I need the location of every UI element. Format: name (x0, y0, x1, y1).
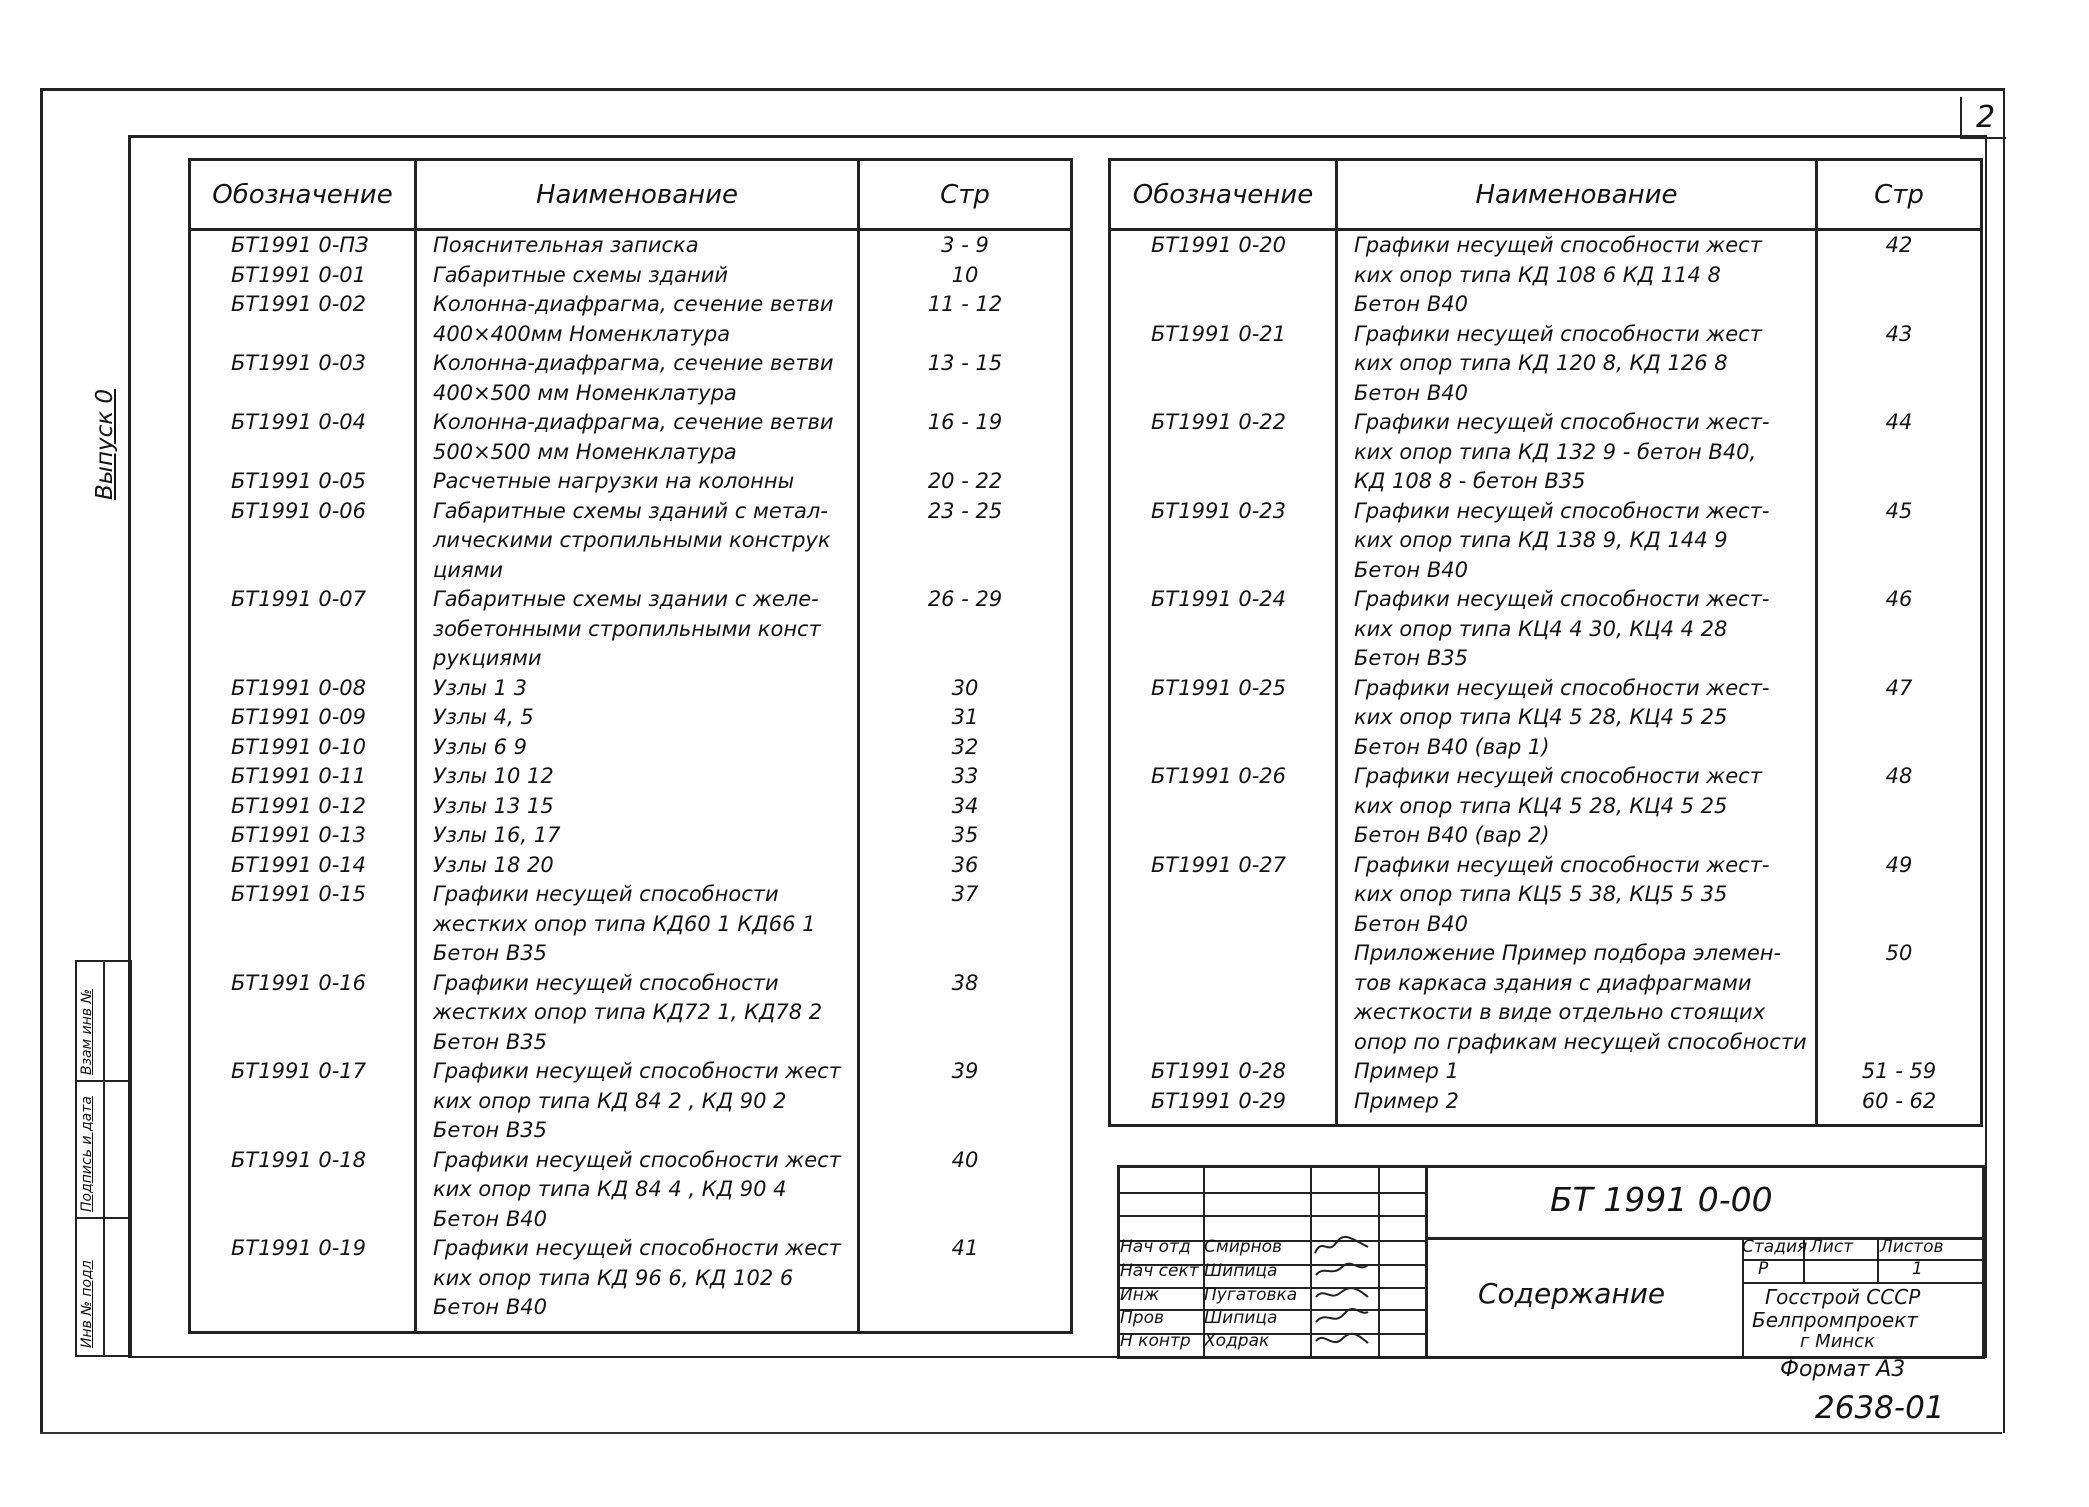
row-name-line: Расчетные нагрузки на колонны (433, 469, 795, 493)
row-page: 39 (859, 1057, 1072, 1146)
table-row (190, 1146, 1072, 1235)
row-name-line: Колонна-диафрагма, сечение ветви (433, 351, 834, 375)
row-page: 36 (859, 851, 1072, 881)
row-code: БТ1991 0-01 (190, 261, 416, 291)
row-name (416, 703, 859, 733)
table-row (190, 969, 1072, 1058)
row-name (416, 1146, 859, 1235)
row-name (416, 969, 859, 1058)
row-code: БТ1991 0-13 (190, 821, 416, 851)
row-code: БТ1991 0-21 (1110, 320, 1337, 409)
row-name-line: Узлы 4, 5 (433, 705, 534, 729)
row-code: БТ1991 0-09 (190, 703, 416, 733)
side-label-inv: Инв № подл (79, 1260, 95, 1348)
table-row (1110, 497, 1982, 586)
row-name (1337, 320, 1817, 409)
row-name-line: тов каркаса здания с диафрагмами (1354, 970, 1752, 995)
row-name-line: Графики несущей способности (433, 970, 779, 995)
table-row (1110, 1057, 1982, 1087)
outer-frame-bottom (40, 1432, 2002, 1434)
table-row (1110, 320, 1982, 409)
row-name-line: Графики несущей способности жест- (1354, 587, 1770, 611)
name-n-kontr: Ходрак (1204, 1331, 1270, 1351)
row-name (416, 230, 859, 261)
inventory-number: 2638-01 (1815, 1390, 1945, 1426)
table-row (190, 408, 1072, 467)
row-name (416, 585, 859, 674)
row-name (1337, 230, 1817, 320)
row-name-line: Габаритные схемы зданий с метал- (433, 498, 828, 523)
table-end (1110, 1116, 1982, 1126)
row-page: 34 (859, 792, 1072, 822)
row-name-line: Пример 1 (1354, 1059, 1459, 1083)
row-code: БТ1991 0-17 (190, 1057, 416, 1146)
row-name-line: Графики несущей способности жест- (1354, 410, 1770, 434)
signature-4 (1312, 1306, 1372, 1328)
row-name-line: Графики несущей способности жест (1354, 321, 1762, 346)
row-name (416, 467, 859, 497)
row-name-line: циями (433, 557, 504, 582)
row-name-line: Бетон В40 (вар 1) (1354, 734, 1550, 759)
vypusk-label: Выпуск 0 (92, 388, 118, 500)
row-name-line: Графики несущей способности жест (433, 1059, 841, 1083)
table-row (190, 467, 1072, 497)
row-name-line: ких опор типа КЦ4 5 28, КЦ4 5 25 (1354, 793, 1728, 818)
row-page: 48 (1817, 762, 1982, 851)
row-name-line: жесткости в виде отдельно стоящих (1354, 1000, 1766, 1024)
row-name-line: рукциями (433, 646, 542, 670)
row-page: 3 - 9 (859, 230, 1072, 261)
table-row (190, 497, 1072, 586)
table-row (190, 851, 1072, 881)
row-name-line: Колонна-диафрагма, сечение ветви (433, 292, 834, 316)
table-row (1110, 851, 1982, 940)
row-name-line: опор по графикам несущей способности (1354, 1029, 1807, 1054)
row-page: 38 (859, 969, 1072, 1058)
table-row (190, 261, 1072, 291)
row-name (416, 821, 859, 851)
row-name (1337, 497, 1817, 586)
role-nach-otd: Нач отд (1120, 1237, 1191, 1257)
row-name (1337, 1057, 1817, 1087)
row-name-line: зобетонными стропильными конст (433, 616, 821, 641)
row-code: БТ1991 0-23 (1110, 497, 1337, 586)
row-name-line: ких опор типа КЦ5 5 38, КЦ5 5 35 (1354, 882, 1728, 906)
row-name-line: Бетон В40 (1354, 911, 1468, 936)
row-code: БТ1991 0-20 (1110, 230, 1337, 320)
header-page: Стр (859, 160, 1072, 230)
row-name-line: ких опор типа КД 84 4 , КД 90 4 (433, 1177, 787, 1201)
row-page: 10 (859, 261, 1072, 291)
row-name-line: Узлы 18 20 (433, 852, 554, 877)
table-row (190, 821, 1072, 851)
row-code: БТ1991 0-16 (190, 969, 416, 1058)
row-code: БТ1991 0-07 (190, 585, 416, 674)
role-prov: Пров (1120, 1308, 1164, 1328)
row-code: БТ1991 0-05 (190, 467, 416, 497)
row-code: БТ1991 0-29 (1110, 1087, 1337, 1117)
row-name-line: Пример 2 (1354, 1088, 1459, 1113)
sheet-header: Лист (1810, 1237, 1854, 1257)
row-name-line: Графики несущей способности (433, 882, 779, 906)
table-row (190, 585, 1072, 674)
signature-2 (1312, 1259, 1372, 1281)
table-row (190, 230, 1072, 261)
row-name-line: жестких опор типа КД60 1 КД66 1 (433, 911, 816, 936)
row-page: 44 (1817, 408, 1982, 497)
side-label-vzam: Взам инв № (79, 988, 95, 1075)
table-row (190, 703, 1072, 733)
row-name (416, 880, 859, 969)
row-name (416, 1057, 859, 1146)
org-line-2: Белпромпроект (1752, 1308, 1918, 1332)
table-row (190, 290, 1072, 349)
org-line-3: г Минск (1800, 1331, 1875, 1352)
row-name-line: Бетон В40 (1354, 380, 1468, 405)
table-row (190, 792, 1072, 822)
sheets-value: 1 (1912, 1259, 1923, 1279)
row-page: 31 (859, 703, 1072, 733)
org-line-1: Госстрой СССР (1765, 1285, 1921, 1309)
row-name-line: Узлы 16, 17 (433, 823, 561, 847)
row-code: БТ1991 0-03 (190, 349, 416, 408)
row-code: БТ1991 0-18 (190, 1146, 416, 1235)
name-nach-sekt: Шипица (1204, 1261, 1278, 1281)
signature-3 (1312, 1283, 1372, 1305)
row-name-line: Бетон В40 (433, 1206, 547, 1231)
document-code: БТ 1991 0-00 (1550, 1180, 1773, 1219)
row-code: БТ1991 0-10 (190, 733, 416, 763)
row-name (1337, 851, 1817, 940)
table-row (1110, 762, 1982, 851)
row-name-line: Бетон В40 (1354, 292, 1468, 316)
table-row (190, 674, 1072, 704)
table-row (1110, 585, 1982, 674)
table-end (190, 1323, 1072, 1333)
table-row (1110, 674, 1982, 763)
row-name-line: ких опор типа КД 96 6, КД 102 6 (433, 1265, 794, 1290)
name-nach-otd: Смирнов (1204, 1237, 1283, 1257)
row-code: БТ1991 0-19 (190, 1234, 416, 1323)
row-name-line: Графики несущей способности жест (1354, 764, 1762, 788)
row-page: 11 - 12 (859, 290, 1072, 349)
row-name (1337, 674, 1817, 763)
row-page: 60 - 62 (1817, 1087, 1982, 1117)
row-page: 35 (859, 821, 1072, 851)
row-name-line: Бетон В35 (1354, 646, 1468, 670)
table-row (190, 762, 1072, 792)
row-code (1110, 939, 1337, 1057)
name-inzh: Пугатовка (1204, 1285, 1298, 1305)
row-page: 20 - 22 (859, 467, 1072, 497)
role-inzh: Инж (1120, 1285, 1160, 1305)
row-code: БТ1991 0-22 (1110, 408, 1337, 497)
row-page: 26 - 29 (859, 585, 1072, 674)
table-row (1110, 230, 1982, 320)
row-page: 50 (1817, 939, 1982, 1057)
row-code: БТ1991 0-28 (1110, 1057, 1337, 1087)
row-name (416, 792, 859, 822)
row-name (1337, 408, 1817, 497)
row-name-line: Приложение Пример подбора элемен- (1354, 941, 1782, 965)
row-name (1337, 585, 1817, 674)
row-name-line: ких опор типа КД 132 9 - бетон В40, (1354, 439, 1757, 464)
row-name (416, 733, 859, 763)
role-nach-sekt: Нач сект (1120, 1261, 1199, 1281)
row-name-line: Графики несущей способности жест (433, 1236, 841, 1260)
row-page: 51 - 59 (1817, 1057, 1982, 1087)
row-page: 16 - 19 (859, 408, 1072, 467)
table-row (190, 1057, 1072, 1146)
page-number: 2 (1976, 100, 1996, 135)
row-name-line: Графики несущей способности жест- (1354, 852, 1770, 877)
row-name-line: Графики несущей способности жест- (1354, 675, 1770, 700)
row-name-line: ких опор типа КЦ4 5 28, КЦ4 5 25 (1354, 705, 1728, 729)
table-row (1110, 408, 1982, 497)
signature-1 (1312, 1235, 1372, 1257)
row-name-line: Бетон В40 (вар 2) (1354, 823, 1550, 847)
row-name-line: Графики несущей способности жест- (1354, 498, 1770, 523)
table-row (1110, 939, 1982, 1057)
row-code: БТ1991 0-04 (190, 408, 416, 467)
row-page: 45 (1817, 497, 1982, 586)
header-name: Наименование (1337, 160, 1817, 230)
stage-value: Р (1758, 1259, 1769, 1279)
row-page: 47 (1817, 674, 1982, 763)
row-name (1337, 762, 1817, 851)
row-code: БТ1991 0-08 (190, 674, 416, 704)
header-page: Стр (1817, 160, 1982, 230)
row-page: 13 - 15 (859, 349, 1072, 408)
row-page: 46 (1817, 585, 1982, 674)
row-code: БТ1991 0-11 (190, 762, 416, 792)
document-name: Содержание (1478, 1277, 1666, 1310)
row-page: 49 (1817, 851, 1982, 940)
row-name-line: ких опор типа КЦ4 4 30, КЦ4 4 28 (1354, 616, 1728, 641)
row-code: БТ1991 0-02 (190, 290, 416, 349)
row-name-line: ких опор типа КД 138 9, КД 144 9 (1354, 528, 1728, 552)
row-name-line: Узлы 6 9 (433, 734, 528, 759)
stage-header: Стадия (1742, 1237, 1808, 1257)
row-name-line: 400×500 мм Номенклатура (433, 380, 737, 405)
row-name-line: Габаритные схемы зданий (433, 262, 729, 287)
row-name-line: лическими стропильными конструк (433, 528, 831, 552)
row-code: БТ1991 0-12 (190, 792, 416, 822)
row-code: БТ1991 0-14 (190, 851, 416, 881)
row-name-line: Бетон В40 (433, 1295, 547, 1319)
row-name-line: ких опор типа КД 108 6 КД 114 8 (1354, 262, 1721, 287)
row-code: БТ1991 0-25 (1110, 674, 1337, 763)
row-name-line: 500×500 мм Номенклатура (433, 439, 737, 464)
row-name-line: Графики несущей способности жест (433, 1147, 841, 1172)
row-name-line: Габаритные схемы здании с желе- (433, 587, 819, 611)
row-name (1337, 939, 1817, 1057)
table-row (190, 733, 1072, 763)
row-code: БТ1991 0-27 (1110, 851, 1337, 940)
table-row (190, 349, 1072, 408)
row-code: БТ1991 0-15 (190, 880, 416, 969)
row-name-line: Бетон В40 (1354, 557, 1468, 582)
row-name-line: Бетон В35 (433, 1029, 547, 1054)
header-code: Обозначение (190, 160, 416, 230)
row-name (416, 674, 859, 704)
row-code: БТ1991 0-06 (190, 497, 416, 586)
row-page: 43 (1817, 320, 1982, 409)
role-n-kontr: Н контр (1120, 1331, 1191, 1351)
row-name (416, 851, 859, 881)
row-name-line: Бетон В35 (433, 941, 547, 965)
right-table-body (1110, 230, 1982, 1126)
header-name: Наименование (416, 160, 859, 230)
row-name-line: Узлы 13 15 (433, 793, 554, 818)
row-name (416, 497, 859, 586)
row-page: 41 (859, 1234, 1072, 1323)
name-prov: Шипица (1204, 1308, 1278, 1328)
signature-5 (1312, 1329, 1372, 1351)
row-page: 37 (859, 880, 1072, 969)
row-name-line: Колонна-диафрагма, сечение ветви (433, 410, 834, 434)
row-name-line: Узлы 1 3 (433, 675, 528, 700)
row-name (416, 290, 859, 349)
contents-table-left (188, 158, 1073, 1334)
row-name (416, 762, 859, 792)
row-page: 30 (859, 674, 1072, 704)
row-name (1337, 1087, 1817, 1117)
row-name-line: Бетон В35 (433, 1118, 547, 1142)
row-name-line: Узлы 10 12 (433, 764, 554, 788)
row-name-line: Графики несущей способности жест (1354, 233, 1762, 257)
format-label: Формат А3 (1780, 1357, 1906, 1382)
row-name (416, 349, 859, 408)
row-page: 42 (1817, 230, 1982, 320)
side-label-podpis: Подпись и дата (79, 1096, 95, 1212)
row-code: БТ1991 0-24 (1110, 585, 1337, 674)
row-name (416, 408, 859, 467)
row-page: 33 (859, 762, 1072, 792)
row-page: 40 (859, 1146, 1072, 1235)
row-code: БТ1991 0-26 (1110, 762, 1337, 851)
row-name (416, 261, 859, 291)
row-page: 32 (859, 733, 1072, 763)
header-code: Обозначение (1110, 160, 1337, 230)
row-name-line: ких опор типа КД 84 2 , КД 90 2 (433, 1088, 787, 1113)
row-name-line: жестких опор типа КД72 1, КД78 2 (433, 1000, 823, 1024)
row-page: 23 - 25 (859, 497, 1072, 586)
row-name (416, 1234, 859, 1323)
contents-table-right (1108, 158, 1983, 1127)
table-row (190, 880, 1072, 969)
row-name-line: 400×400мм Номенклатура (433, 321, 731, 346)
table-row (1110, 1087, 1982, 1117)
table-row (190, 1234, 1072, 1323)
left-table-body (190, 230, 1072, 1333)
sheets-header: Листов (1880, 1237, 1944, 1257)
row-code: БТ1991 0-ПЗ (190, 230, 416, 261)
row-name-line: ких опор типа КД 120 8, КД 126 8 (1354, 351, 1728, 375)
row-name-line: Пояснительная записка (433, 233, 699, 257)
row-name-line: КД 108 8 - бетон В35 (1354, 469, 1586, 493)
